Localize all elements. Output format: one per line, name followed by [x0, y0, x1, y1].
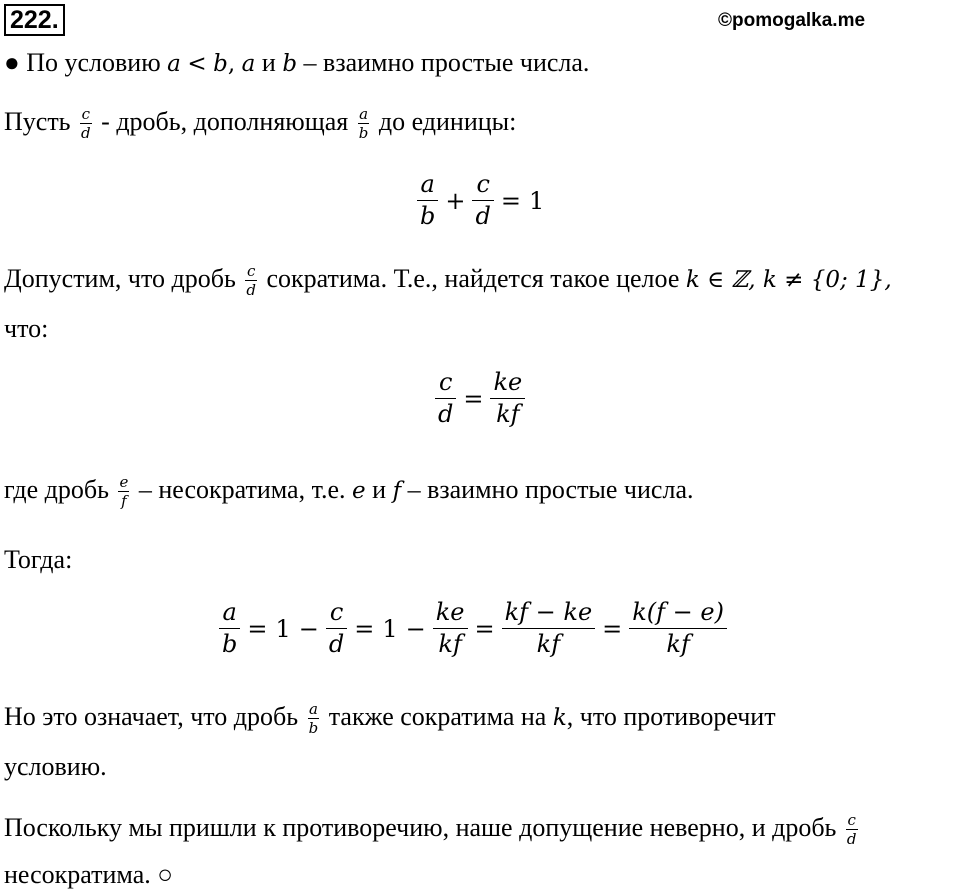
numerator: c	[435, 370, 456, 399]
conclusion-line-cont	[4, 860, 173, 890]
text: По условию	[26, 48, 161, 77]
denominator: kf	[536, 630, 561, 659]
fraction-a-b	[417, 172, 438, 229]
var-b: b	[282, 51, 298, 77]
denominator: kf	[666, 630, 690, 659]
then-line	[4, 545, 72, 575]
denominator: d	[438, 400, 454, 429]
irreducible-line	[4, 475, 693, 509]
bullet-icon: ●	[4, 48, 20, 77]
equals-sign: =	[474, 614, 495, 643]
fraction-a-b	[358, 107, 370, 141]
fraction-ke-kf	[490, 370, 525, 427]
var-a: a	[241, 51, 256, 77]
equals-sign: =	[247, 614, 268, 643]
text: , что противоречит	[566, 702, 776, 731]
numerator: c	[326, 600, 347, 629]
assume-line-cont	[4, 314, 48, 344]
denominator: d	[846, 830, 857, 849]
equals-sign: =	[500, 186, 521, 215]
var-k: k	[552, 705, 567, 731]
fraction-ke-kf	[433, 600, 468, 657]
equals-sign: =	[463, 384, 484, 413]
equals-sign: =	[602, 614, 623, 643]
fraction-a-b	[308, 702, 320, 736]
let-line	[4, 107, 516, 141]
var-f: f	[392, 478, 402, 504]
text: – взаимно простые числа.	[303, 48, 590, 77]
denominator: d	[328, 630, 345, 659]
one: 1	[528, 186, 545, 215]
text: и	[372, 475, 387, 504]
denominator: d	[246, 281, 256, 300]
equation-2	[432, 370, 528, 427]
minus-sign: −	[298, 614, 319, 643]
var-a: a	[167, 51, 181, 77]
one: 1	[382, 614, 398, 643]
numerator: c	[472, 172, 493, 201]
numerator: a	[308, 700, 318, 719]
denominator: d	[475, 202, 491, 231]
fraction-c-d	[80, 107, 92, 141]
text: Поскольку мы пришли к противоречию, наше допущение неверно, и дробь	[4, 813, 837, 842]
numerator: ke	[433, 600, 468, 629]
fraction-c-d	[435, 370, 456, 427]
text: также сократима на	[328, 702, 547, 731]
less-than: <	[187, 51, 207, 77]
denominator: b	[358, 124, 369, 143]
text: условию.	[4, 752, 107, 781]
problem-number: 222.	[4, 4, 65, 36]
denominator: kf	[438, 630, 462, 659]
numerator: c	[246, 262, 256, 281]
numerator: c	[847, 811, 856, 830]
var-b: b	[213, 51, 228, 77]
text: и	[261, 48, 276, 77]
text: – взаимно простые числа.	[407, 475, 694, 504]
text: сократима. Т.е., найдется такое целое	[266, 264, 680, 293]
text: - дробь, дополняющая	[101, 107, 349, 136]
k-condition: k ∈ ℤ, k ≠ {0; 1},	[685, 267, 892, 293]
plus-sign: +	[445, 186, 466, 215]
fraction-c-d	[245, 264, 257, 298]
fraction-c-d	[472, 172, 493, 229]
fraction-a-b	[219, 600, 240, 657]
fraction-kf-minus-ke	[502, 600, 596, 657]
denominator: f	[121, 492, 127, 511]
text: где дробь	[4, 475, 109, 504]
condition-line	[4, 48, 589, 79]
comma: ,	[227, 51, 236, 77]
watermark: ©pomogalka.me	[718, 10, 866, 31]
numerator: k(f − e)	[629, 600, 727, 629]
conclusion-line	[4, 813, 861, 847]
text: Пусть	[4, 107, 71, 136]
equation-3	[216, 600, 730, 657]
fraction-c-d	[326, 600, 347, 657]
text: несократима. ○	[4, 860, 173, 889]
text: – несократима, т.е.	[138, 475, 346, 504]
fraction-c-d	[846, 813, 858, 847]
numerator: a	[219, 600, 240, 629]
one: 1	[275, 614, 291, 643]
fraction-k-f-minus-e	[629, 600, 727, 657]
numerator: kf − ke	[502, 600, 596, 629]
contradiction-line	[4, 702, 776, 736]
numerator: c	[81, 105, 91, 124]
denominator: kf	[496, 400, 520, 429]
denominator: b	[420, 202, 436, 231]
contradiction-line-cont	[4, 752, 107, 782]
assume-line	[4, 264, 892, 298]
numerator: ke	[490, 370, 525, 399]
denominator: b	[222, 630, 238, 659]
text: Допустим, что дробь	[4, 264, 236, 293]
denominator: d	[81, 124, 91, 143]
fraction-e-f	[118, 475, 129, 509]
numerator: e	[119, 473, 129, 492]
var-e: e	[352, 478, 366, 504]
minus-sign: −	[405, 614, 426, 643]
numerator: a	[417, 172, 438, 201]
equals-sign: =	[354, 614, 375, 643]
equation-1	[414, 172, 548, 229]
text: Тогда:	[4, 545, 73, 574]
text: Но это означает, что дробь	[4, 702, 299, 731]
numerator: a	[359, 105, 369, 124]
denominator: b	[308, 719, 319, 738]
text: что:	[4, 314, 49, 343]
text: до единицы:	[378, 107, 517, 136]
